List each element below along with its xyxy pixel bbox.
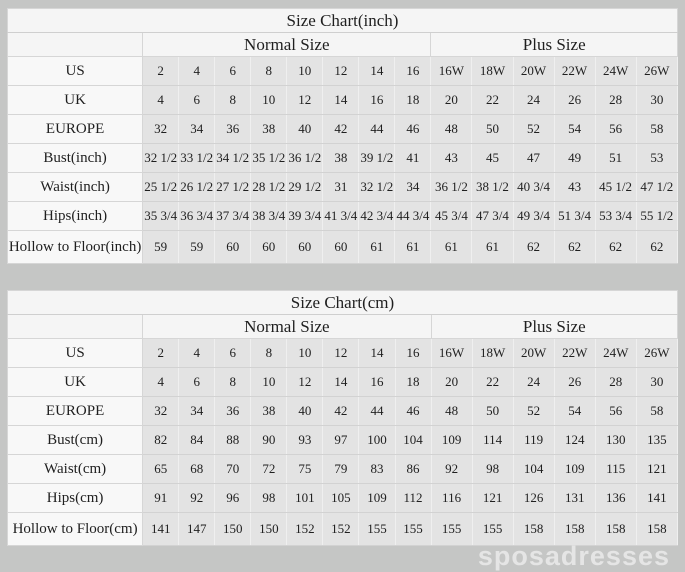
size-cell: 47 xyxy=(513,144,554,173)
size-cell: 38 xyxy=(323,144,359,173)
size-cell: 124 xyxy=(554,426,595,455)
size-cell: 88 xyxy=(215,426,251,455)
size-cell: 4 xyxy=(143,368,179,397)
size-cell: 34 xyxy=(179,115,215,144)
size-cell: 86 xyxy=(395,455,431,484)
size-cell: 56 xyxy=(595,115,636,144)
size-cell: 51 xyxy=(595,144,636,173)
size-cell: 10 xyxy=(287,57,323,86)
size-cell: 72 xyxy=(251,455,287,484)
table-row xyxy=(8,202,678,231)
size-cell: 34 xyxy=(179,397,215,426)
corner-cell xyxy=(8,315,143,339)
size-cell: 26 xyxy=(554,86,595,115)
size-cell: 50 xyxy=(472,397,513,426)
size-cell: 158 xyxy=(636,513,677,546)
size-cell: 39 1/2 xyxy=(359,144,395,173)
size-cell: 40 3/4 xyxy=(513,173,554,202)
size-cell: 8 xyxy=(251,339,287,368)
table-row xyxy=(8,144,678,173)
size-cell: 62 xyxy=(636,231,677,264)
size-cell: 36 1/2 xyxy=(287,144,323,173)
size-cell: 8 xyxy=(251,57,287,86)
size-cell: 36 xyxy=(215,397,251,426)
size-cell: 36 3/4 xyxy=(179,202,215,231)
size-cell: 158 xyxy=(513,513,554,546)
size-cell: 6 xyxy=(179,368,215,397)
size-cell: 28 xyxy=(595,368,636,397)
row-label: Bust(cm) xyxy=(8,426,143,455)
size-cell: 20W xyxy=(513,57,554,86)
size-cell: 45 xyxy=(472,144,513,173)
size-cell: 10 xyxy=(287,339,323,368)
size-cell: 34 xyxy=(395,173,431,202)
size-cell: 38 xyxy=(251,115,287,144)
size-cell: 38 3/4 xyxy=(251,202,287,231)
size-cell: 114 xyxy=(472,426,513,455)
row-label: Hollow to Floor(cm) xyxy=(8,513,143,546)
size-cell: 39 3/4 xyxy=(287,202,323,231)
table-row xyxy=(8,231,678,264)
size-cell: 10 xyxy=(251,368,287,397)
size-cell: 14 xyxy=(359,57,395,86)
size-cell: 28 1/2 xyxy=(251,173,287,202)
size-cell: 61 xyxy=(359,231,395,264)
size-cell: 20W xyxy=(513,339,554,368)
size-cell: 16 xyxy=(395,57,431,86)
size-cell: 44 3/4 xyxy=(395,202,431,231)
row-label: UK xyxy=(8,86,143,115)
size-cell: 16W xyxy=(431,339,472,368)
size-cell: 59 xyxy=(179,231,215,264)
normal-size-header: Normal Size xyxy=(143,33,431,57)
size-cell: 61 xyxy=(472,231,513,264)
row-label: US xyxy=(8,339,143,368)
size-cell: 52 xyxy=(513,115,554,144)
size-cell: 96 xyxy=(215,484,251,513)
size-cell: 30 xyxy=(636,368,677,397)
size-cell: 40 xyxy=(287,397,323,426)
size-cell: 92 xyxy=(431,455,472,484)
size-chart-page xyxy=(7,8,678,572)
size-cell: 119 xyxy=(513,426,554,455)
size-cell: 60 xyxy=(287,231,323,264)
size-cell: 97 xyxy=(323,426,359,455)
size-cell: 135 xyxy=(636,426,677,455)
size-cell: 79 xyxy=(323,455,359,484)
row-label: Bust(inch) xyxy=(8,144,143,173)
size-cell: 141 xyxy=(636,484,677,513)
size-cell: 44 xyxy=(359,397,395,426)
size-cell: 70 xyxy=(215,455,251,484)
size-cell: 47 3/4 xyxy=(472,202,513,231)
size-cell: 12 xyxy=(323,57,359,86)
size-cell: 62 xyxy=(595,231,636,264)
size-cell: 10 xyxy=(251,86,287,115)
size-cell: 152 xyxy=(323,513,359,546)
size-cell: 8 xyxy=(215,368,251,397)
size-cell: 29 1/2 xyxy=(287,173,323,202)
size-cell: 98 xyxy=(251,484,287,513)
size-cell: 47 1/2 xyxy=(636,173,677,202)
size-cell: 37 3/4 xyxy=(215,202,251,231)
size-cell: 22 xyxy=(472,86,513,115)
row-label: Hollow to Floor(inch) xyxy=(8,231,143,264)
size-cell: 155 xyxy=(395,513,431,546)
size-cell: 18W xyxy=(472,339,513,368)
size-cell: 18W xyxy=(472,57,513,86)
size-cell: 90 xyxy=(251,426,287,455)
size-cell: 48 xyxy=(431,397,472,426)
size-cell: 155 xyxy=(431,513,472,546)
size-cell: 4 xyxy=(179,57,215,86)
size-cell: 152 xyxy=(287,513,323,546)
size-cell: 54 xyxy=(554,397,595,426)
size-cell: 32 1/2 xyxy=(359,173,395,202)
size-cell: 60 xyxy=(215,231,251,264)
size-cell: 82 xyxy=(143,426,179,455)
table-title: Size Chart(cm) xyxy=(8,291,678,315)
size-cell: 147 xyxy=(179,513,215,546)
size-cell: 41 3/4 xyxy=(323,202,359,231)
size-cell: 34 1/2 xyxy=(215,144,251,173)
size-cell: 155 xyxy=(472,513,513,546)
size-cell: 6 xyxy=(215,57,251,86)
size-cell: 32 xyxy=(143,397,179,426)
size-cell: 105 xyxy=(323,484,359,513)
size-cell: 12 xyxy=(287,368,323,397)
size-cell: 65 xyxy=(143,455,179,484)
size-cell: 121 xyxy=(636,455,677,484)
size-cell: 130 xyxy=(595,426,636,455)
plus-size-header: Plus Size xyxy=(431,315,677,339)
size-cell: 18 xyxy=(395,86,431,115)
table-row xyxy=(8,57,678,86)
size-cell: 62 xyxy=(513,231,554,264)
size-cell: 101 xyxy=(287,484,323,513)
size-cell: 42 3/4 xyxy=(359,202,395,231)
size-cell: 62 xyxy=(554,231,595,264)
size-cell: 22 xyxy=(472,368,513,397)
size-cell: 32 xyxy=(143,115,179,144)
size-cell: 155 xyxy=(359,513,395,546)
size-cell: 44 xyxy=(359,115,395,144)
table-title-row xyxy=(8,9,678,33)
size-cell: 28 xyxy=(595,86,636,115)
size-cell: 61 xyxy=(431,231,472,264)
size-cell: 43 xyxy=(431,144,472,173)
size-cell: 12 xyxy=(323,339,359,368)
size-cell: 41 xyxy=(395,144,431,173)
size-cell: 43 xyxy=(554,173,595,202)
size-cell: 54 xyxy=(554,115,595,144)
size-cell: 8 xyxy=(215,86,251,115)
size-cell: 16 xyxy=(359,86,395,115)
row-label: US xyxy=(8,57,143,86)
size-cell: 141 xyxy=(143,513,179,546)
size-cell: 98 xyxy=(472,455,513,484)
size-cell: 24 xyxy=(513,368,554,397)
row-label: Hips(cm) xyxy=(8,484,143,513)
size-cell: 42 xyxy=(323,115,359,144)
size-cell: 131 xyxy=(554,484,595,513)
size-cell: 26W xyxy=(636,339,677,368)
size-cell: 2 xyxy=(143,57,179,86)
size-cell: 158 xyxy=(595,513,636,546)
size-cell: 46 xyxy=(395,115,431,144)
size-cell: 58 xyxy=(636,397,677,426)
table-row xyxy=(8,368,678,397)
size-cell: 24W xyxy=(595,57,636,86)
table-title-row xyxy=(8,291,678,315)
size-cell: 20 xyxy=(431,368,472,397)
size-cell: 35 1/2 xyxy=(251,144,287,173)
size-cell: 121 xyxy=(472,484,513,513)
plus-size-header: Plus Size xyxy=(431,33,678,57)
size-cell: 22W xyxy=(554,339,595,368)
size-cell: 150 xyxy=(251,513,287,546)
table-row xyxy=(8,426,678,455)
table-row xyxy=(8,513,678,546)
size-cell: 24W xyxy=(595,339,636,368)
row-label: EUROPE xyxy=(8,397,143,426)
table-title: Size Chart(inch) xyxy=(8,9,678,33)
size-cell: 4 xyxy=(179,339,215,368)
size-cell: 93 xyxy=(287,426,323,455)
size-cell: 104 xyxy=(395,426,431,455)
size-cell: 75 xyxy=(287,455,323,484)
row-label: Waist(cm) xyxy=(8,455,143,484)
row-label: Waist(inch) xyxy=(8,173,143,202)
size-cell: 16W xyxy=(431,57,472,86)
table-row xyxy=(8,455,678,484)
size-cell: 25 1/2 xyxy=(143,173,179,202)
size-cell: 16 xyxy=(359,368,395,397)
size-cell: 50 xyxy=(472,115,513,144)
size-cell: 45 3/4 xyxy=(431,202,472,231)
size-cell: 61 xyxy=(395,231,431,264)
size-cell: 112 xyxy=(395,484,431,513)
size-cell: 4 xyxy=(143,86,179,115)
size-cell: 51 3/4 xyxy=(554,202,595,231)
size-cell: 46 xyxy=(395,397,431,426)
watermark-text: sposadresses xyxy=(477,541,670,571)
row-label: Hips(inch) xyxy=(8,202,143,231)
size-cell: 150 xyxy=(215,513,251,546)
size-cell: 14 xyxy=(359,339,395,368)
row-label: EUROPE xyxy=(8,115,143,144)
table-row xyxy=(8,173,678,202)
table-row xyxy=(8,339,678,368)
size-cell: 36 1/2 xyxy=(431,173,472,202)
size-cell: 109 xyxy=(431,426,472,455)
size-cell: 91 xyxy=(143,484,179,513)
size-cell: 27 1/2 xyxy=(215,173,251,202)
size-cell: 26 1/2 xyxy=(179,173,215,202)
table-row xyxy=(8,86,678,115)
size-cell: 115 xyxy=(595,455,636,484)
size-cell: 92 xyxy=(179,484,215,513)
size-cell: 45 1/2 xyxy=(595,173,636,202)
table-row xyxy=(8,115,678,144)
size-cell: 24 xyxy=(513,86,554,115)
column-group-header-row xyxy=(8,33,678,57)
size-cell: 42 xyxy=(323,397,359,426)
table-row xyxy=(8,397,678,426)
size-cell: 26W xyxy=(636,57,677,86)
table-row xyxy=(8,484,678,513)
size-cell: 100 xyxy=(359,426,395,455)
size-cell: 109 xyxy=(359,484,395,513)
column-group-header-row xyxy=(8,315,678,339)
size-cell: 55 1/2 xyxy=(636,202,677,231)
size-cell: 33 1/2 xyxy=(179,144,215,173)
size-cell: 12 xyxy=(287,86,323,115)
normal-size-header: Normal Size xyxy=(143,315,431,339)
size-cell: 83 xyxy=(359,455,395,484)
row-label: UK xyxy=(8,368,143,397)
size-chart-inch-section xyxy=(7,8,678,264)
size-cell: 136 xyxy=(595,484,636,513)
size-cell: 109 xyxy=(554,455,595,484)
size-cell: 35 3/4 xyxy=(143,202,179,231)
size-cell: 53 3/4 xyxy=(595,202,636,231)
corner-cell xyxy=(8,33,143,57)
size-cell: 49 3/4 xyxy=(513,202,554,231)
size-cell: 60 xyxy=(251,231,287,264)
size-cell: 58 xyxy=(636,115,677,144)
size-cell: 22W xyxy=(554,57,595,86)
size-cell: 53 xyxy=(636,144,677,173)
size-cell: 56 xyxy=(595,397,636,426)
size-cell: 60 xyxy=(323,231,359,264)
size-cell: 126 xyxy=(513,484,554,513)
size-cell: 36 xyxy=(215,115,251,144)
size-cell: 30 xyxy=(636,86,677,115)
size-chart-cm-table xyxy=(7,290,678,546)
size-cell: 38 xyxy=(251,397,287,426)
size-cell: 2 xyxy=(143,339,179,368)
size-cell: 20 xyxy=(431,86,472,115)
size-cell: 84 xyxy=(179,426,215,455)
size-cell: 6 xyxy=(215,339,251,368)
size-cell: 16 xyxy=(395,339,431,368)
size-cell: 52 xyxy=(513,397,554,426)
size-cell: 31 xyxy=(323,173,359,202)
size-cell: 14 xyxy=(323,86,359,115)
size-cell: 48 xyxy=(431,115,472,144)
size-cell: 6 xyxy=(179,86,215,115)
size-cell: 104 xyxy=(513,455,554,484)
size-cell: 59 xyxy=(143,231,179,264)
size-cell: 38 1/2 xyxy=(472,173,513,202)
size-cell: 18 xyxy=(395,368,431,397)
size-cell: 158 xyxy=(554,513,595,546)
size-cell: 49 xyxy=(554,144,595,173)
size-chart-inch-table xyxy=(7,8,678,264)
size-cell: 26 xyxy=(554,368,595,397)
size-cell: 116 xyxy=(431,484,472,513)
size-cell: 32 1/2 xyxy=(143,144,179,173)
size-chart-cm-section xyxy=(7,290,678,546)
size-cell: 14 xyxy=(323,368,359,397)
size-cell: 68 xyxy=(179,455,215,484)
size-cell: 40 xyxy=(287,115,323,144)
